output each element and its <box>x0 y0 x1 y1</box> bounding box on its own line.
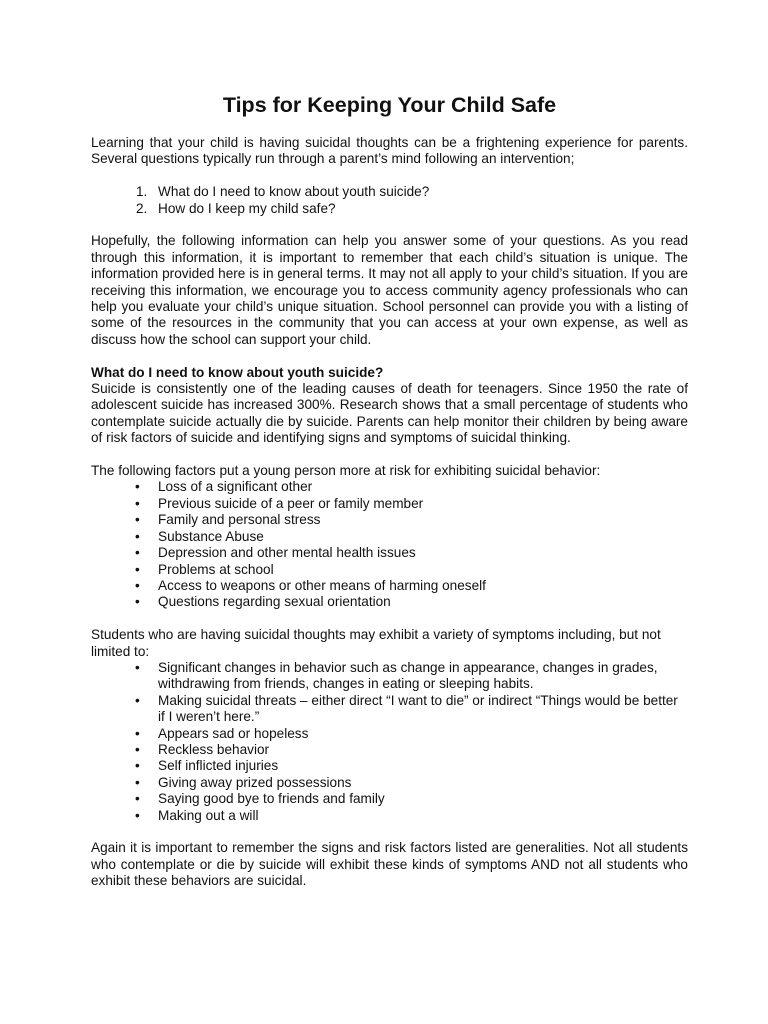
list-number: 1. <box>136 184 148 200</box>
list-item <box>91 496 688 512</box>
bullet-icon: • <box>135 479 140 495</box>
bullet-icon: • <box>135 725 140 741</box>
section-paragraph: Suicide is consistently one of the leading causes of death for teenagers. Since 1950 the rate of adolescent suicide has increased 300%. Research shows that a small percentage of students who contemplate suicide actually die by suicide. Parents can help monitor their children by being aware of risk factors of suicide and identifying signs and symptoms of suicidal thinking. <box>91 381 688 446</box>
list-item <box>91 742 688 758</box>
list-item <box>91 512 688 528</box>
bullet-icon: • <box>135 594 140 610</box>
list-item-text: Saying good bye to friends and family <box>158 791 385 807</box>
symptoms-intro: Students who are having suicidal thoughts may exhibit a variety of symptoms including, but not limited to: <box>91 627 661 659</box>
list-item <box>91 693 688 726</box>
list-item <box>91 808 688 824</box>
list-item <box>91 594 688 610</box>
list-item <box>91 545 688 561</box>
bullet-icon: • <box>135 692 140 708</box>
list-item <box>91 758 688 774</box>
list-item-text: Depression and other mental health issues <box>158 545 416 561</box>
list-item-text: Questions regarding sexual orientation <box>158 594 391 610</box>
bullet-icon: • <box>135 758 140 774</box>
spacer <box>91 824 688 840</box>
bullet-icon: • <box>135 807 140 823</box>
bullet-icon: • <box>135 791 140 807</box>
list-item-text: Significant changes in behavior such as change in appearance, changes in grades, withdrawing from friends, changes in eating or sleeping habits. <box>158 659 658 692</box>
spacer <box>91 168 688 184</box>
spacer <box>91 611 688 627</box>
bullet-icon: • <box>135 659 140 675</box>
bullet-icon: • <box>135 545 140 561</box>
intro-paragraph: Learning that your child is having suicidal thoughts can be a frightening experience for parents. Several questions typically run through a parent’s mind following an intervention; <box>91 135 688 167</box>
bullet-icon: • <box>135 561 140 577</box>
list-item-text: Making out a will <box>158 807 259 823</box>
bullet-icon: • <box>135 577 140 593</box>
list-item-text: Previous suicide of a peer or family member <box>158 495 424 511</box>
list-item <box>91 529 688 545</box>
symptom-list <box>91 660 688 824</box>
list-item-text: Problems at school <box>158 561 274 577</box>
list-item-text: Reckless behavior <box>158 741 270 757</box>
list-item-text: What do I need to know about youth suicide? <box>158 184 430 200</box>
closing-paragraph: Again it is important to remember the signs and risk factors listed are generalities. Not all students who contemplate or die by suicide will exhibit these kinds of symptoms AND not all students who exhibit these behaviors are suicidal. <box>91 840 688 889</box>
list-item-text: Loss of a significant other <box>158 479 313 495</box>
list-item <box>91 479 688 495</box>
list-item-text: Making suicidal threats – either direct “I want to die” or indirect “Things would be better if I weren’t here.” <box>158 692 678 725</box>
spacer <box>91 348 688 364</box>
list-item-text: Family and personal stress <box>158 512 321 528</box>
list-item-text: Access to weapons or other means of harming oneself <box>158 577 486 593</box>
list-item <box>91 562 688 578</box>
bullet-icon: • <box>135 528 140 544</box>
list-item-text: Appears sad or hopeless <box>158 725 309 741</box>
list-item-text: Substance Abuse <box>158 528 264 544</box>
list-item <box>91 660 688 693</box>
document-page <box>91 92 688 890</box>
list-item <box>91 726 688 742</box>
page-title: Tips for Keeping Your Child Safe <box>222 93 557 117</box>
bullet-icon: • <box>135 774 140 790</box>
list-item <box>91 775 688 791</box>
list-item-text: Self inflicted injuries <box>158 758 279 774</box>
list-item <box>91 791 688 807</box>
list-item <box>91 578 688 594</box>
risk-intro: The following factors put a young person more at risk for exhibiting suicidal behavior: <box>91 463 601 479</box>
list-item-text: How do I keep my child safe? <box>158 200 336 216</box>
info-paragraph: Hopefully, the following information can help you answer some of your questions. As you read through this information, it is important to remember that each child’s situation is unique. The information provided here is in general terms. It may not all apply to your child’s situation. If you are receiving this information, we encourage you to access community agency professionals who can help you evaluate your child’s unique situation. School personnel can provide you with a listing of some of the resources in the community that you can access at your own expense, as well as discuss how the school can support your child. <box>91 233 688 347</box>
bullet-icon: • <box>135 741 140 757</box>
list-item-text: Giving away prized possessions <box>158 774 352 790</box>
list-number: 2. <box>136 200 148 216</box>
spacer <box>91 217 688 233</box>
list-item <box>91 184 688 200</box>
bullet-icon: • <box>135 495 140 511</box>
risk-factor-list <box>91 479 688 610</box>
question-list <box>91 184 688 217</box>
list-item <box>91 201 688 217</box>
bullet-icon: • <box>135 512 140 528</box>
spacer <box>91 447 688 463</box>
section-heading: What do I need to know about youth suicide? <box>91 364 384 380</box>
